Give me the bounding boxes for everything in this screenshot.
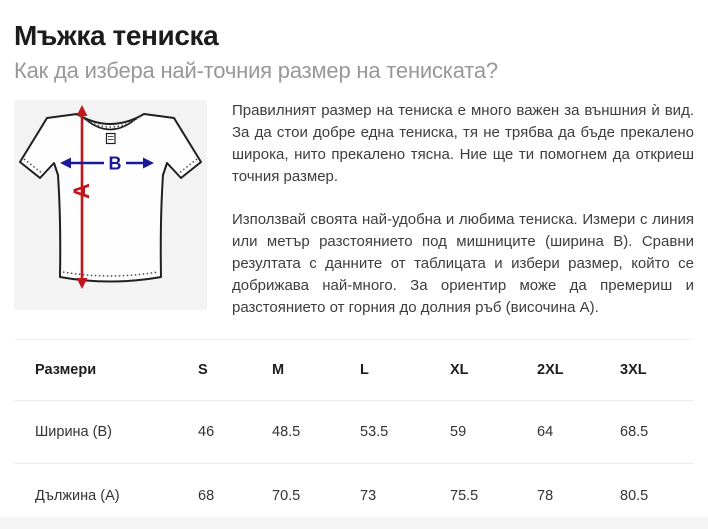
content-row	[14, 100, 694, 319]
arrow-a-head-top	[77, 105, 88, 116]
intro-paragraph-1: Правилният размер на тениска е много важен за външния ѝ вид. За да стои добре една тениска, тя не трябва да бъде прекалено широка, нито прекалено тясна. Ние ще ти помогнем да откриеш точния размер.	[232, 102, 694, 185]
length-value-s: 68	[198, 487, 215, 504]
size-table	[14, 339, 694, 528]
length-value-l: 73	[360, 487, 377, 504]
width-row	[14, 401, 694, 464]
page-subtitle: Как да избера най-точния размер на тениската?	[14, 58, 498, 83]
label-b: B	[108, 153, 122, 174]
length-value-xl: 75.5	[450, 487, 479, 504]
width-value-3xl: 68.5	[620, 424, 649, 440]
neck-tag	[107, 134, 116, 144]
page-bottom-strip	[0, 517, 708, 529]
width-row-label: Ширина (B)	[35, 424, 112, 440]
width-value-m: 48.5	[272, 424, 301, 440]
width-value-xl: 59	[450, 424, 467, 440]
intro-text	[232, 100, 694, 319]
size-col-xl: XL	[450, 362, 469, 378]
length-value-m: 70.5	[272, 487, 301, 504]
size-col-m: M	[272, 362, 285, 378]
length-row-label: Дължина (А)	[35, 487, 120, 504]
size-col-3xl: 3XL	[620, 362, 647, 378]
label-a: A	[69, 183, 94, 199]
length-value-3xl: 80.5	[620, 487, 649, 504]
page-header	[0, 0, 708, 84]
size-table-header-label: Размери	[35, 362, 97, 378]
size-table-header-row	[14, 340, 694, 401]
size-col-s: S	[198, 362, 208, 378]
intro-paragraph-2: Използвай своята най-удобна и любима тениска. Измери с линия или метър разстоянието под мишниците (ширина B). Сравни резултата с данните от таблицата и избери размер, който се добрижава най-много. За ориентир може да премериш и разстоянието от горния до долния ръб (височина А).	[232, 211, 694, 316]
width-value-s: 46	[198, 424, 215, 440]
tshirt-drawing	[14, 100, 207, 310]
tshirt-diagram	[14, 100, 207, 310]
arrow-a-head-bottom	[77, 278, 88, 289]
width-value-l: 53.5	[360, 424, 389, 440]
page-title: Мъжка тениска	[14, 20, 219, 51]
width-value-2xl: 64	[537, 424, 554, 440]
size-col-2xl: 2XL	[537, 362, 564, 378]
length-value-2xl: 78	[537, 487, 554, 504]
size-col-l: L	[360, 362, 369, 378]
